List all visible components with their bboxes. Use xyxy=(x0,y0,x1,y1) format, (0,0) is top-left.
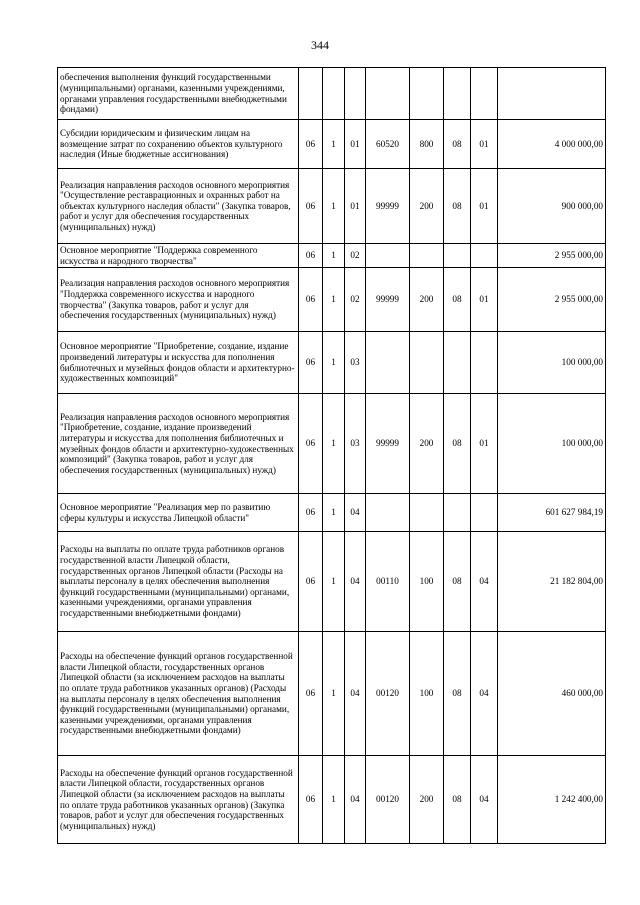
direction-code xyxy=(366,68,410,120)
direction-code: 00110 xyxy=(366,532,410,632)
row-description: Расходы на обеспечение функций органов государственной власти Липецкой области, государственных органов Липецкой области (за исключением расходов на выплаты по оплате труда работников указанных органов) (Закупка товаров, работ и услуг для обеспечения государственных (муниципальных) нужд) xyxy=(58,756,299,844)
section-code: 08 xyxy=(444,268,471,332)
subsection-code xyxy=(471,244,498,268)
subprogram-code: 1 xyxy=(323,268,345,332)
direction-code: 99999 xyxy=(366,268,410,332)
section-code: 08 xyxy=(444,632,471,756)
subprogram-code: 1 xyxy=(323,532,345,632)
expense-type-code: 200 xyxy=(410,756,444,844)
amount xyxy=(498,68,606,120)
section-code xyxy=(444,68,471,120)
subprogram-code: 1 xyxy=(323,244,345,268)
row-description: Основное мероприятие "Реализация мер по развитию сферы культуры и искусства Липецкой области" xyxy=(58,494,299,532)
table-row xyxy=(58,268,606,332)
amount: 100 000,00 xyxy=(498,394,606,494)
event-code: 04 xyxy=(345,532,366,632)
event-code: 01 xyxy=(345,169,366,244)
program-code: 06 xyxy=(299,494,323,532)
direction-code xyxy=(366,332,410,394)
amount: 4 000 000,00 xyxy=(498,120,606,169)
event-code: 04 xyxy=(345,756,366,844)
event-code: 04 xyxy=(345,632,366,756)
event-code: 03 xyxy=(345,394,366,494)
subsection-code: 01 xyxy=(471,120,498,169)
expense-type-code: 800 xyxy=(410,120,444,169)
row-description: Реализация направления расходов основного мероприятия "Приобретение, создание, издание произведений литературы и искусства для пополнения библиотечных и музейных фондов области и архитектурно-художественных композиций" (Закупка товаров, работ и услуг для обеспечения государственных (муниципальных) нужд) xyxy=(58,394,299,494)
program-code: 06 xyxy=(299,632,323,756)
direction-code: 00120 xyxy=(366,632,410,756)
subsection-code: 04 xyxy=(471,632,498,756)
subsection-code: 04 xyxy=(471,532,498,632)
subsection-code: 01 xyxy=(471,394,498,494)
table-row xyxy=(58,120,606,169)
budget-table xyxy=(57,67,606,844)
table-row xyxy=(58,68,606,120)
program-code: 06 xyxy=(299,532,323,632)
row-description: Основное мероприятие "Приобретение, создание, издание произведений литературы и искусства для пополнения библиотечных и музейных фондов области и архитектурно-художественных композиций" xyxy=(58,332,299,394)
expense-type-code: 200 xyxy=(410,394,444,494)
program-code xyxy=(299,68,323,120)
section-code xyxy=(444,332,471,394)
direction-code: 00120 xyxy=(366,756,410,844)
program-code: 06 xyxy=(299,332,323,394)
expense-type-code xyxy=(410,244,444,268)
row-description: Расходы на выплаты по оплате труда работников органов государственной власти Липецкой области, государственных органов Липецкой области (Расходы на выплаты персоналу в целях обеспечения выполнения функций государственными (муниципальными) органами, казенными учреждениями, органами управления государственными внебюджетными фондами) xyxy=(58,532,299,632)
program-code: 06 xyxy=(299,244,323,268)
table-row xyxy=(58,532,606,632)
row-description: Реализация направления расходов основного мероприятия "Осуществление реставрационных и охранных работ на объектах культурного наследия области" (Закупка товаров, работ и услуг для обеспечения государственных (муниципальных) нужд) xyxy=(58,169,299,244)
subsection-code xyxy=(471,332,498,394)
program-code: 06 xyxy=(299,268,323,332)
program-code: 06 xyxy=(299,756,323,844)
page-number: 344 xyxy=(311,38,329,52)
expense-type-code: 100 xyxy=(410,532,444,632)
amount: 900 000,00 xyxy=(498,169,606,244)
subprogram-code: 1 xyxy=(323,169,345,244)
expense-type-code: 200 xyxy=(410,268,444,332)
subprogram-code: 1 xyxy=(323,632,345,756)
table-row xyxy=(58,756,606,844)
expense-type-code xyxy=(410,68,444,120)
section-code: 08 xyxy=(444,756,471,844)
subprogram-code: 1 xyxy=(323,756,345,844)
subprogram-code: 1 xyxy=(323,494,345,532)
amount: 1 242 400,00 xyxy=(498,756,606,844)
subsection-code xyxy=(471,494,498,532)
amount: 21 182 804,00 xyxy=(498,532,606,632)
table-row xyxy=(58,332,606,394)
table-row xyxy=(58,494,606,532)
row-description: Реализация направления расходов основного мероприятия "Поддержка современного искусства и народного творчества" (Закупка товаров, работ и услуг для обеспечения государственных (муниципальных) нужд) xyxy=(58,268,299,332)
direction-code: 60520 xyxy=(366,120,410,169)
table-row xyxy=(58,632,606,756)
expense-type-code xyxy=(410,332,444,394)
section-code: 08 xyxy=(444,120,471,169)
subprogram-code: 1 xyxy=(323,394,345,494)
section-code: 08 xyxy=(444,394,471,494)
section-code xyxy=(444,494,471,532)
section-code: 08 xyxy=(444,532,471,632)
event-code: 01 xyxy=(345,120,366,169)
program-code: 06 xyxy=(299,169,323,244)
section-code: 08 xyxy=(444,169,471,244)
program-code: 06 xyxy=(299,120,323,169)
row-description: Основное мероприятие "Поддержка современного искусства и народного творчества" xyxy=(58,244,299,268)
amount: 2 955 000,00 xyxy=(498,268,606,332)
table-row xyxy=(58,169,606,244)
expense-type-code xyxy=(410,494,444,532)
expense-type-code: 100 xyxy=(410,632,444,756)
subprogram-code: 1 xyxy=(323,120,345,169)
direction-code xyxy=(366,244,410,268)
subprogram-code: 1 xyxy=(323,332,345,394)
direction-code: 99999 xyxy=(366,394,410,494)
event-code: 04 xyxy=(345,494,366,532)
section-code xyxy=(444,244,471,268)
row-description: Расходы на обеспечение функций органов государственной власти Липецкой области, государственных органов Липецкой области (за исключением расходов на выплаты по оплате труда работников указанных органов) (Расходы на выплаты персоналу в целях обеспечения выполнения функций государственными (муниципальными) органами, казенными учреждениями, органами управления государственными внебюджетными фондами) xyxy=(58,632,299,756)
direction-code: 99999 xyxy=(366,169,410,244)
program-code: 06 xyxy=(299,394,323,494)
direction-code xyxy=(366,494,410,532)
amount: 2 955 000,00 xyxy=(498,244,606,268)
table-row xyxy=(58,394,606,494)
row-description: обеспечения выполнения функций государственными (муниципальными) органами, казенными учреждениями, органами управления государственными внебюджетными фондами) xyxy=(58,68,299,120)
amount: 601 627 984,19 xyxy=(498,494,606,532)
event-code xyxy=(345,68,366,120)
subsection-code: 01 xyxy=(471,169,498,244)
subsection-code: 04 xyxy=(471,756,498,844)
subprogram-code xyxy=(323,68,345,120)
subsection-code xyxy=(471,68,498,120)
row-description: Субсидии юридическим и физическим лицам на возмещение затрат по сохранению объектов культурного наследия (Иные бюджетные ассигнования) xyxy=(58,120,299,169)
amount: 460 000,00 xyxy=(498,632,606,756)
event-code: 03 xyxy=(345,332,366,394)
subsection-code: 01 xyxy=(471,268,498,332)
event-code: 02 xyxy=(345,268,366,332)
table-row xyxy=(58,244,606,268)
event-code: 02 xyxy=(345,244,366,268)
expense-type-code: 200 xyxy=(410,169,444,244)
amount: 100 000,00 xyxy=(498,332,606,394)
